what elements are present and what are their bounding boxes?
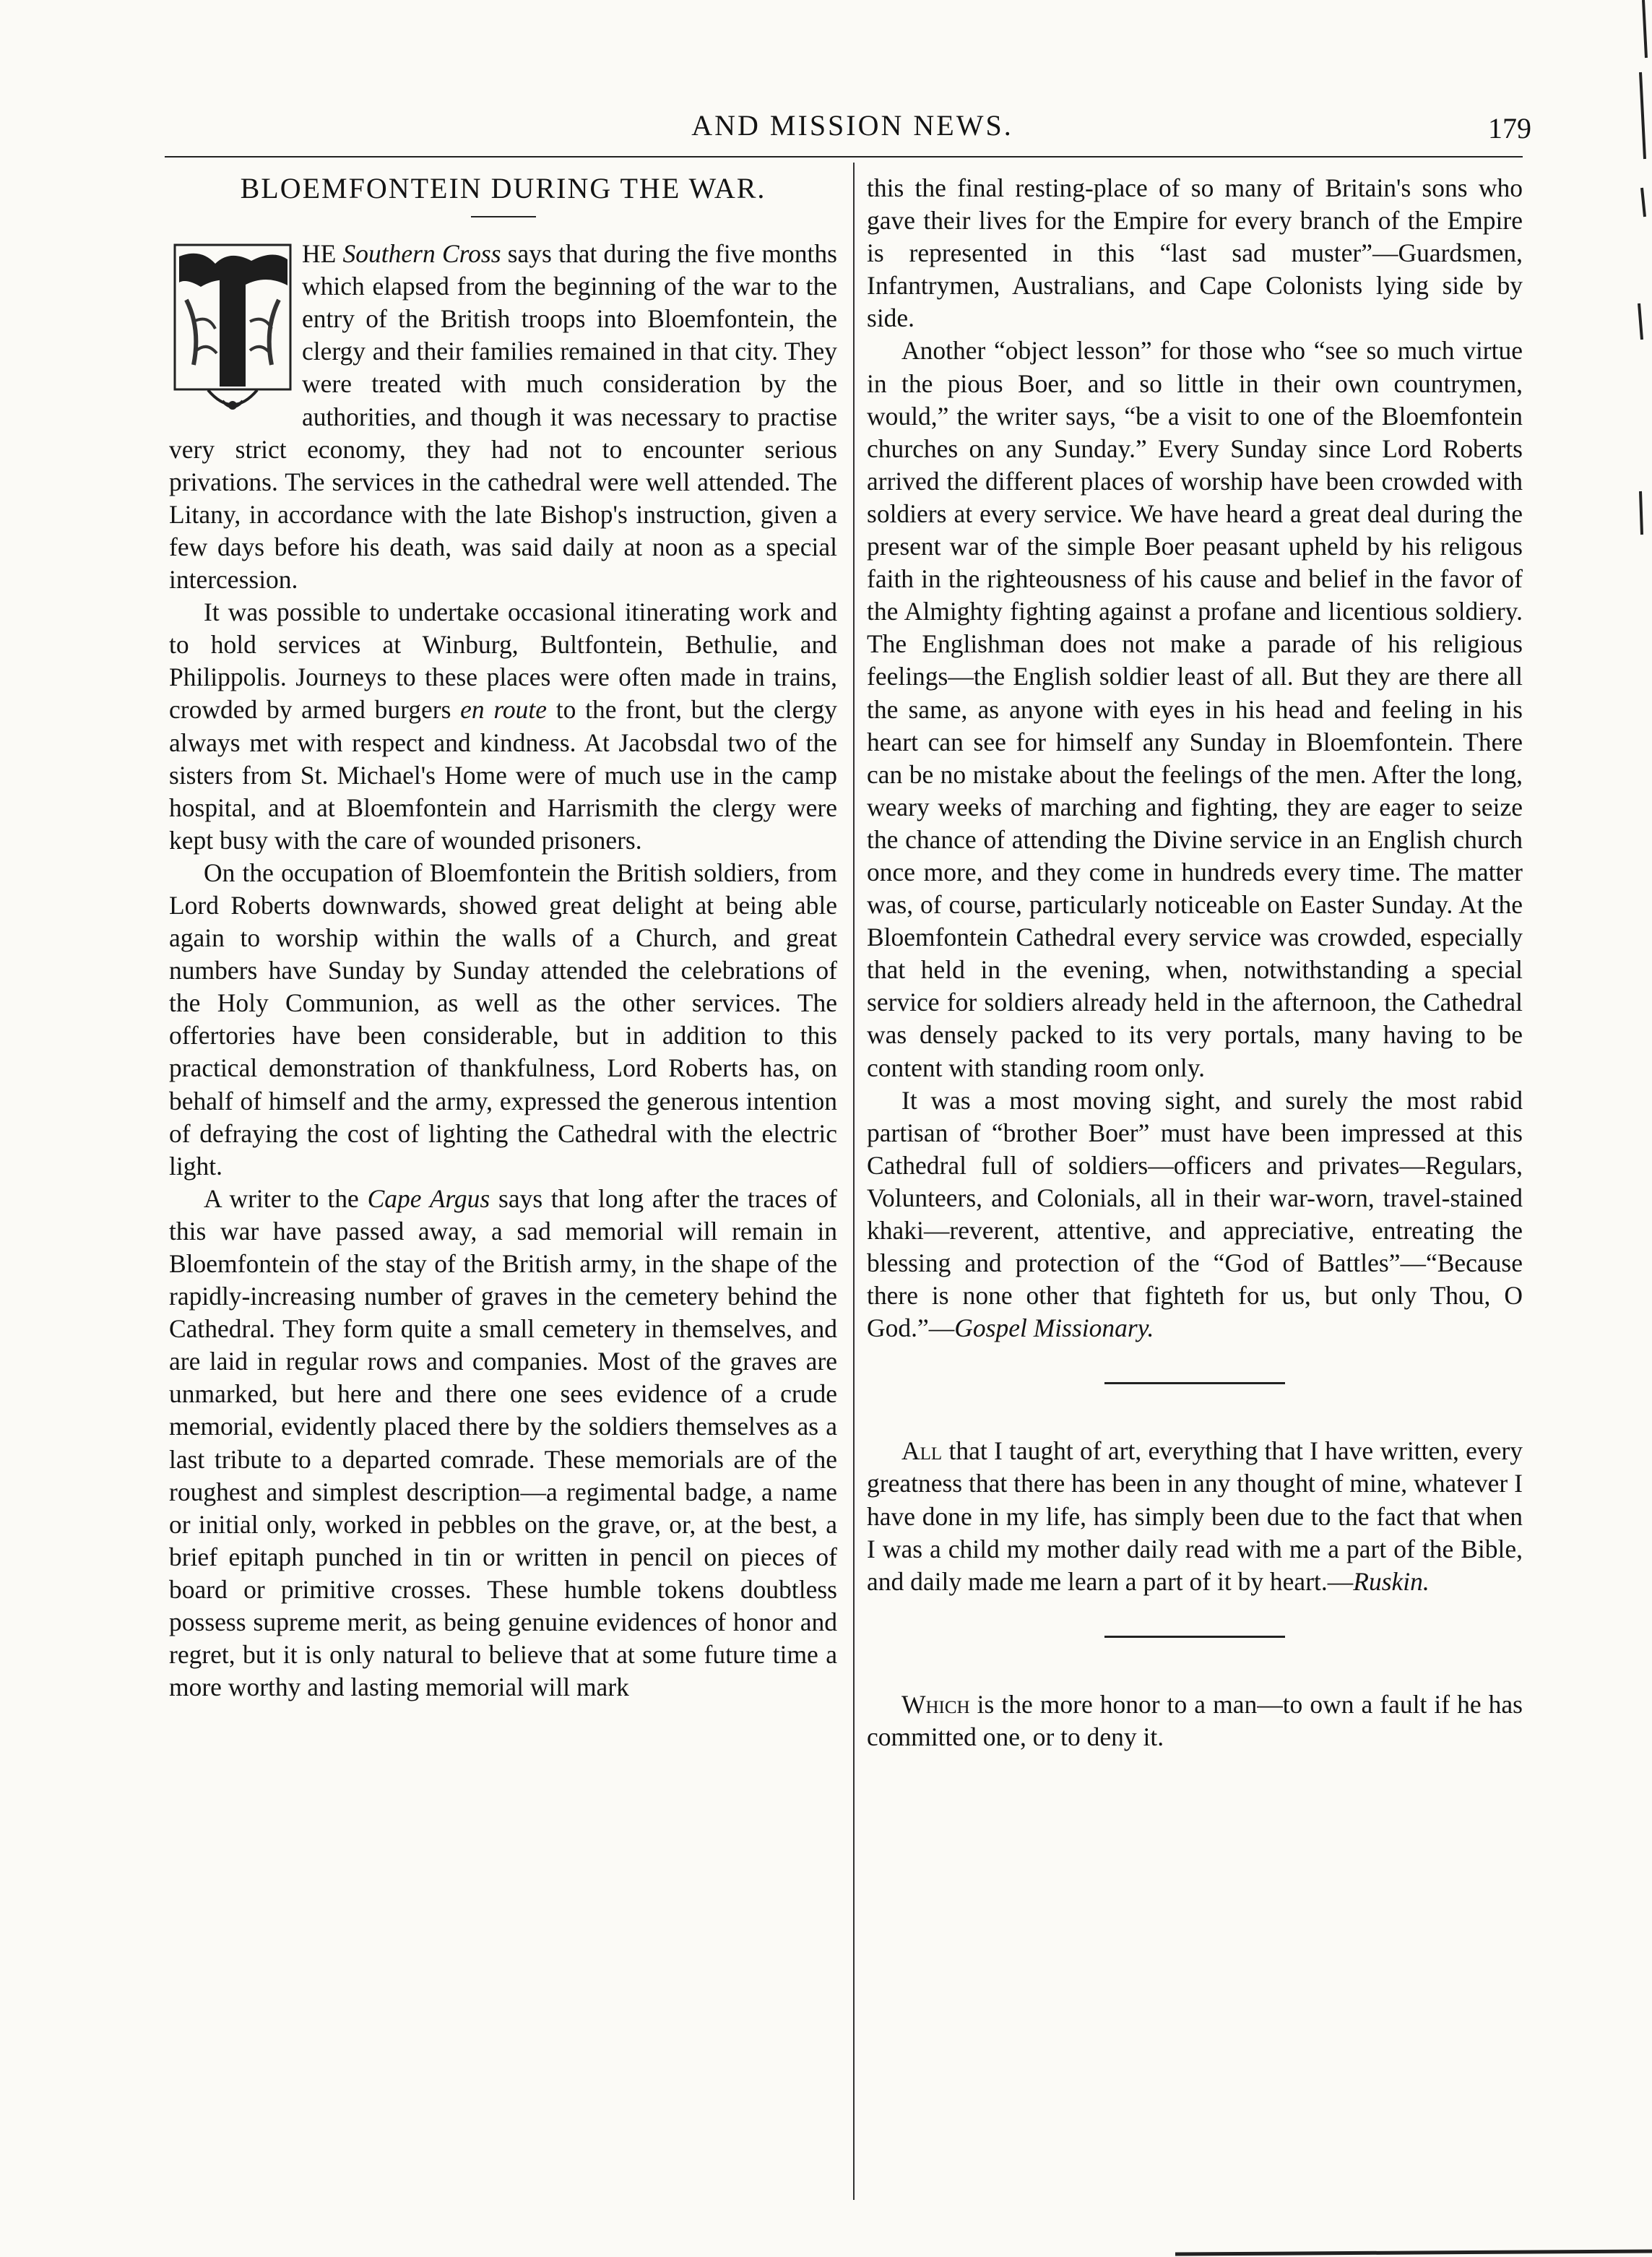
paragraph-4-continued: this the final resting-place of so many of Britain's sons who gave their lives for the Empire for every branch of the Empire is represented in this “last sad muster”—Guardsmen, Infantrymen, Australians, and Cape Colonists lying side by side. [867,173,1523,333]
paragraph-1: HE Southern Cross says that during the five months which elapsed from the beginning of the war to the entry of the British troops into Bloemfontein, the clergy and their families remained in that city. They were treated with much consideration by the authorities, and though it was necessary to practise very strict economy, they had not to encounter serious privations. The services in the cathedral were well attended. The Litany, in accordance with the late Bishop's instruction, given a few days before his death, was said daily at noon as a special intercession. [169,239,837,595]
source-cape-argus: Cape Argus [367,1183,490,1213]
header-rule [165,156,1523,157]
left-column [169,172,837,1704]
section-divider-2 [1104,1636,1285,1638]
running-head: AND MISSION NEWS. [691,109,1013,142]
paragraph-4: A writer to the Cape Argus says that long after the traces of this war have passed away, a sad memorial will remain in Bloemfontein of the stay of the British army, in the shape of the rapidly-increasing number of graves in the cemetery behind the Cathedral. They form quite a small cemetery in themselves, and are laid in regular rows and companies. Most of the graves are unmarked, but here and there one sees evidence of a crude memorial, evidently placed there by the soldiers themselves as a last tribute to a departed comrade. These memorials are of the roughest and simplest description—a regimental badge, a name or initial only, worked in pebbles on the grave, or, at the best, a brief epitaph punched in tin or written in pencil on pieces of board or primitive crosses. These humble tokens doubtless possess supreme merit, as being genuine evidences of honor and regret, but it is only natural to believe that at some future time a more worthy and lasting memorial will mark [169,1183,837,1702]
column-divider [853,163,855,2200]
right-column [867,172,1523,1753]
paragraph-5: Another “object lesson” for those who “see so much virtue in the pious Boer, and so little in their own countrymen, would,” the writer says, “be a visit to one of the Bloemfontein churches on any Sunday.” Every Sunday since Lord Roberts arrived the different places of worship have been crowded with soldiers at every service. We have heard a great deal during the present war of the simple Boer peasant upheld by his religous faith in the righteousness of his cause and belief in the favor of the Almighty fighting against a profane and licentious soldiery. The Englishman does not make a parade of his religious feelings—the English soldier least of all. But they are there all the same, as anyone with eyes in his head and feeling in his heart can see for himself any Sunday in Bloemfontein. There can be no mistake about the feelings of the men. After the long, weary weeks of marching and fighting, they are eager to seize the chance of attending the Divine service in an English church once more, and they come in hundreds every time. The matter was, of course, particularly noticeable on Easter Sunday. At the Bloemfontein Cathedral every service was crowded, especially that held in the evening, when, notwithstanding a special service for soldiers already held in the afternoon, the Cathedral was densely packed to its very portals, many having to be content with standing room only. [867,336,1523,1082]
page-number: 179 [1488,112,1531,144]
page-edge-marks [1630,0,1652,549]
section-divider [1104,1382,1285,1384]
ruskin-quote: All that I taught of art, everything that I have written, every greatness that there has been in any thought of mine, whatever I have done in my life, has simply been due to the fact that when I was a child my mother daily read with me a part of the Bible, and daily made me learn a part of it by heart.—Ruskin. [867,1436,1523,1596]
paragraph-6: It was a most moving sight, and surely the most rabid partisan of “brother Boer” must have been impressed at this Cathedral full of soldiers—officers and privates—Regulars, Volunteers, and Colonials, all in their war-worn, travel-stained khaki—reverent, attentive, and appreciative, entreating the blessing and protection of the “God of Battles”—“Because there is none other that fighteth for us, but only Thou, O God.”—Gospel Missionary. [867,1085,1523,1343]
quote-author: Ruskin. [1353,1566,1430,1596]
source-gospel-missionary: Gospel Missionary. [954,1313,1154,1343]
dropcap-remainder: HE [302,239,343,269]
page-header [166,108,1539,159]
title-rule [471,216,536,217]
page-bottom-edge [1175,2248,1652,2257]
honor-quote: Which is the more honor to a man—to own a fault if he has committed one, or to deny it. [867,1689,1523,1751]
ornamental-dropcap-t-icon [172,242,293,421]
source-southern-cross: Southern Cross [342,239,501,269]
paragraph-2: It was possible to undertake occasional itinerating work and to hold services at Winburg, Bultfontein, Bethulie, and Philippolis. Journeys to these places were often made in trains, crowded by armed burgers en route to the front, but the clergy always met with respect and kindness. At Jacobsdal two of the sisters from St. Michael's Home were of much use in the camp hospital, and at Bloemfontein and Harrismith the clergy were kept busy with the care of wounded prisoners. [169,597,838,855]
paragraph-3: On the occupation of Bloemfontein the British soldiers, from Lord Roberts downwards, showed great delight at being able again to worship within the walls of a Church, and great numbers have Sunday by Sunday attended the celebrations of the Holy Communion, as well as the other services. The offertories have been considerable, but in addition to this practical demonstration of thankfulness, Lord Roberts has, on behalf of himself and the army, expressed the generous intention of defraying the cost of lighting the Cathedral with the electric light. [169,858,837,1181]
article-title: BLOEMFONTEIN DURING THE WAR. [240,172,766,204]
